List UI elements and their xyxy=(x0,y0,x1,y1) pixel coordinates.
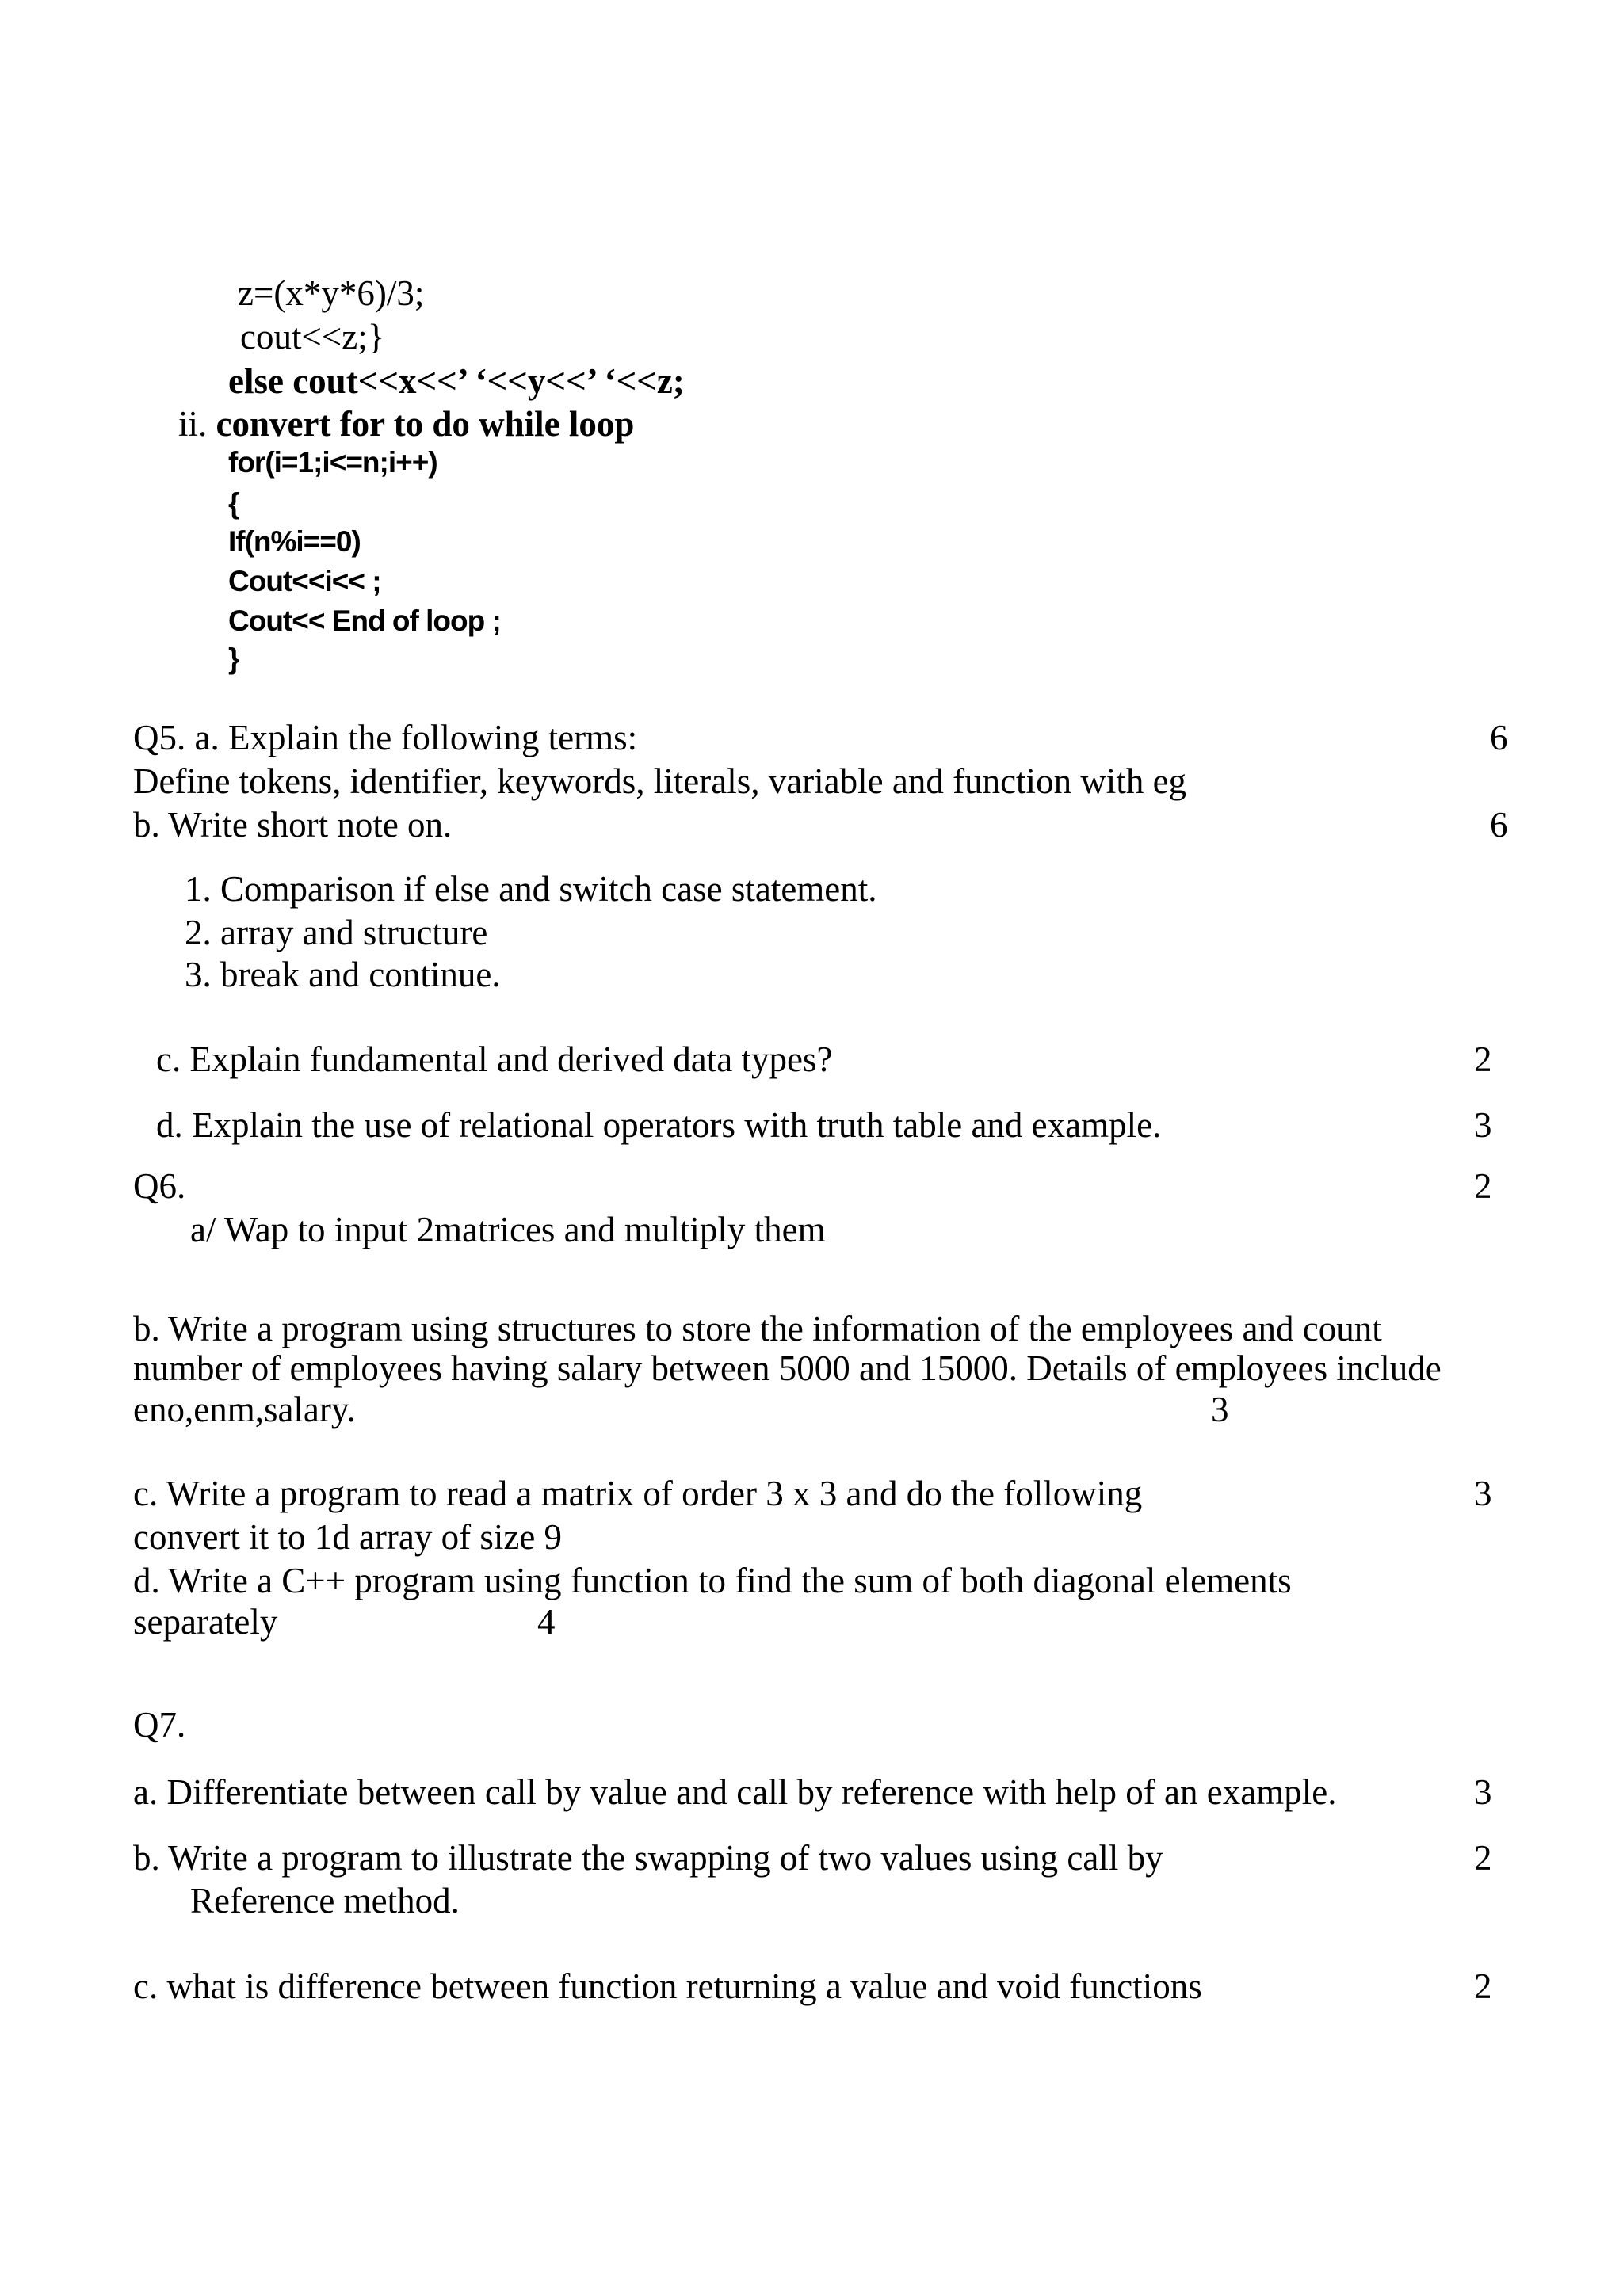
q7-b-marks: 2 xyxy=(1474,1838,1492,1878)
q5-c-marks: 2 xyxy=(1474,1039,1492,1079)
q5-b-item-3: 3. break and continue. xyxy=(185,955,501,994)
q6-d-line-2: separately xyxy=(133,1602,278,1642)
q6-label-marks: 2 xyxy=(1474,1166,1492,1206)
q5-b-item-2: 2. array and structure xyxy=(185,913,488,952)
code-for: for(i=1;i<=n;i++) xyxy=(228,446,437,479)
q7-label: Q7. xyxy=(133,1705,186,1745)
q5-c: c. Explain fundamental and derived data types? xyxy=(156,1039,833,1079)
code-cout-i: Cout<<i<< ; xyxy=(228,565,381,597)
q7-b-line-2: Reference method. xyxy=(190,1881,460,1920)
q6-b-line-1: b. Write a program using structures to store the information of the employees and count xyxy=(133,1309,1382,1348)
q6-b-line-2: number of employees having salary between 5000 and 15000. Details of employees include xyxy=(133,1348,1442,1388)
q5-b: b. Write short note on. xyxy=(133,805,453,845)
code-brace-open: { xyxy=(228,487,239,520)
code-cout-end: Cout<< End of loop ; xyxy=(228,605,501,637)
q6-d-marks: 4 xyxy=(537,1602,556,1642)
subquestion-ii xyxy=(178,402,634,445)
code-brace-close: } xyxy=(228,643,239,675)
q5-b-item-1: 1. Comparison if else and switch case statement. xyxy=(185,869,877,909)
q6-a: a/ Wap to input 2matrices and multiply them xyxy=(190,1210,826,1249)
q5-a-marks: 6 xyxy=(1490,718,1508,757)
q6-c-line-2: convert it to 1d array of size 9 xyxy=(133,1517,563,1557)
q6-label: Q6. xyxy=(133,1166,186,1206)
q5-a-detail: Define tokens, identifier, keywords, literals, variable and function with eg xyxy=(133,761,1187,801)
subquestion-ii-label: ii. xyxy=(178,404,208,444)
q5-b-marks: 6 xyxy=(1490,805,1508,845)
code-line-else: else cout<<x<<’ ‘<<y<<’ ‘<<z; xyxy=(228,361,685,401)
q7-a-marks: 3 xyxy=(1474,1772,1492,1812)
q6-b-line-3: eno,enm,salary. xyxy=(133,1390,356,1429)
q7-c-marks: 2 xyxy=(1474,1966,1492,2006)
q5-d: d. Explain the use of relational operators with truth table and example. xyxy=(156,1105,1162,1145)
q6-d-line-1: d. Write a C++ program using function to find the sum of both diagonal elements xyxy=(133,1561,1292,1600)
q5-d-marks: 3 xyxy=(1474,1105,1492,1145)
q6-c-line-1: c. Write a program to read a matrix of order 3 x 3 and do the following xyxy=(133,1474,1143,1513)
subquestion-ii-text: convert for to do while loop xyxy=(216,404,635,444)
q5-a: Q5. a. Explain the following terms: xyxy=(133,718,638,757)
q7-a: a. Differentiate between call by value and call by reference with help of an example. xyxy=(133,1772,1337,1812)
code-line-cout: cout<<z;} xyxy=(240,317,385,357)
code-if: If(n%i==0) xyxy=(228,525,361,558)
q7-c: c. what is difference between function returning a value and void functions xyxy=(133,1966,1202,2006)
q6-b-marks: 3 xyxy=(1211,1390,1229,1429)
q7-b-line-1: b. Write a program to illustrate the swapping of two values using call by xyxy=(133,1838,1163,1878)
code-line-z: z=(x*y*6)/3; xyxy=(238,273,425,313)
q6-c-marks: 3 xyxy=(1474,1474,1492,1513)
